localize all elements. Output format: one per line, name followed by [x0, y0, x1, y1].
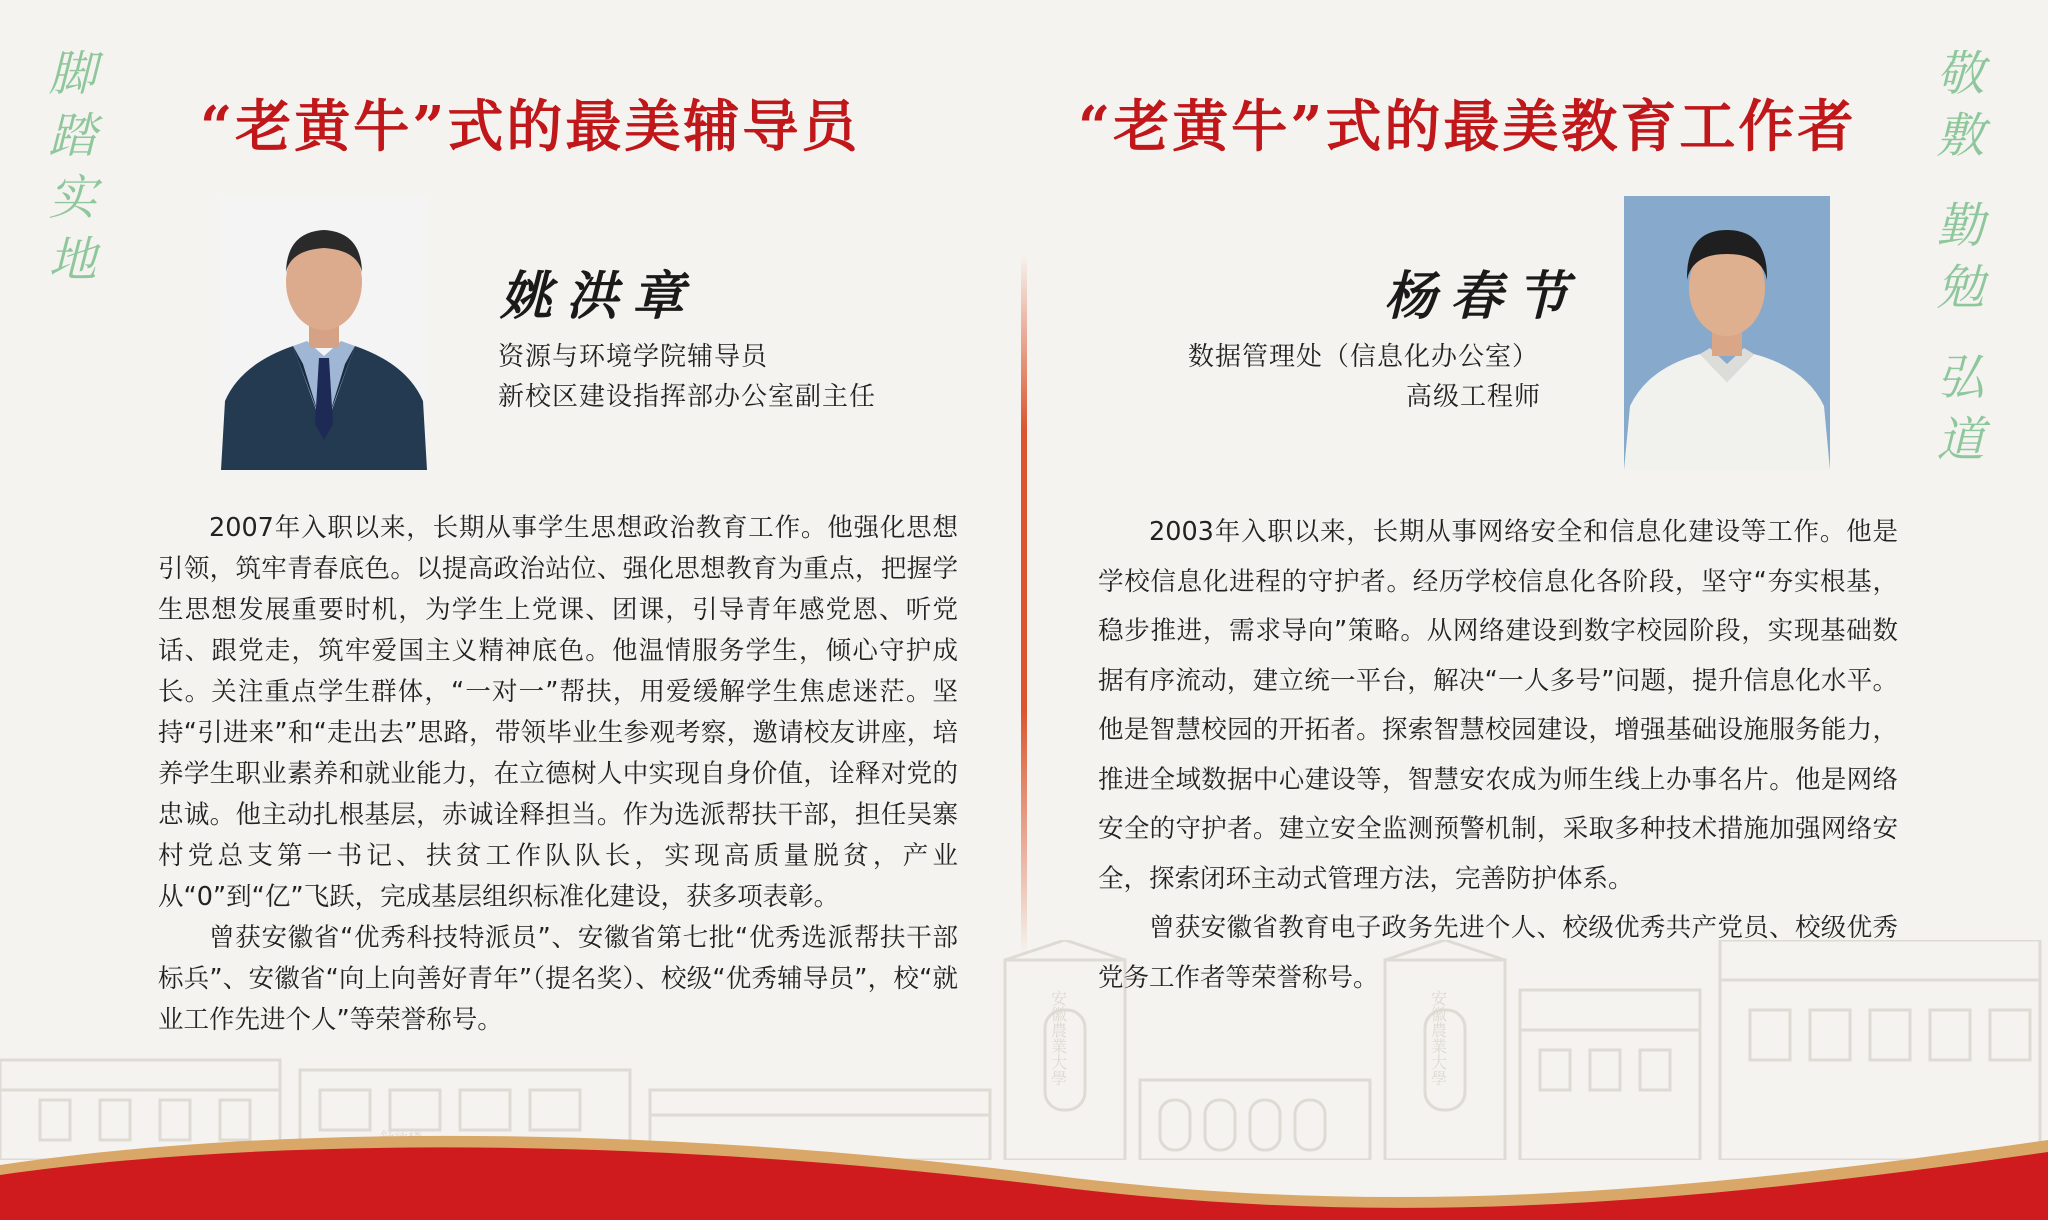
bottom-red-wave — [0, 1120, 2048, 1220]
left-person-name: 姚洪章 — [500, 266, 699, 327]
right-portrait — [1624, 196, 1830, 470]
left-bio — [158, 508, 958, 1041]
right-role-2: 高级工程师 — [1406, 382, 1542, 412]
plaque-text-1: 安徽農業大學 — [1048, 990, 1068, 1086]
side-motto-right-1: 敬敷 — [1928, 48, 1984, 172]
left-portrait — [221, 196, 427, 470]
side-motto-right-3: 弘道 — [1928, 352, 1984, 476]
left-title: “老黄牛”式的最美辅导员 — [200, 94, 861, 160]
center-divider — [1021, 255, 1027, 955]
right-role-1: 数据管理处（信息化办公室） — [1188, 342, 1540, 372]
right-bio-paragraph-1: 2003年入职以来，长期从事网络安全和信息化建设等工作。他是学校信息化进程的守护者。经历学校信息化各阶段，坚守“夯实根基，稳步推进，需求导向”策略。从网络建设到数字校园阶段，实现基础数据有序流动，建立统一平台，解决“一人多号”问题，提升信息化水平。他是智慧校园的开拓者。探索智慧校园建设，增强基础设施服务能力，推进全域数据中心建设等，智慧安农成为师生线上办事名片。他是网络安全的守护者。建立安全监测预警机制，采取多种技术措施加强网络安全，探索闭环主动式管理方法，完善防护体系。 — [1098, 517, 1898, 894]
plaque-text-2: 安徽農業大學 — [1428, 990, 1448, 1086]
left-role-2: 新校区建设指挥部办公室副主任 — [498, 382, 877, 412]
right-person-name: 杨春节 — [1384, 266, 1583, 327]
left-bio-paragraph-2: 曾获安徽省“优秀科技特派员”、安徽省第七批“优秀选派帮扶干部标兵”、安徽省“向上向善好青年”（提名奖）、校级“优秀辅导员”，校“就业工作先进个人”等荣誉称号。 — [158, 923, 958, 1035]
side-motto-right-2: 勤勉 — [1928, 200, 1984, 324]
right-title: “老黄牛”式的最美教育工作者 — [1078, 94, 1857, 160]
right-bio — [1098, 508, 1898, 1003]
right-bio-paragraph-2: 曾获安徽省教育电子政务先进个人、校级优秀共产党员、校级优秀党务工作者等荣誉称号。 — [1098, 913, 1898, 993]
left-bio-paragraph-1: 2007年入职以来，长期从事学生思想政治教育工作。他强化思想引领，筑牢青春底色。以提高政治站位、强化思想教育为重点，把握学生思想发展重要时机，为学生上党课、团课，引导青年感党恩、听党话、跟党走，筑牢爱国主义精神底色。他温情服务学生，倾心守护成长。关注重点学生群体，“一对一”帮扶，用爱缓解学生焦虑迷茫。坚持“引进来”和“走出去”思路，带领毕业生参观考察，邀请校友讲座，培养学生职业素养和就业能力，在立德树人中实现自身价值，诠释对党的忠诚。他主动扎根基层，赤诚诠释担当。作为选派帮扶干部，担任吴寨村党总支第一书记、扶贫工作队队长，实现高质量脱贫，产业从“0”到“亿”飞跃，完成基层组织标准化建设，获多项表彰。 — [158, 513, 958, 912]
side-motto-left: 脚踏实地 — [40, 48, 96, 296]
left-role-1: 资源与环境学院辅导员 — [498, 342, 769, 372]
